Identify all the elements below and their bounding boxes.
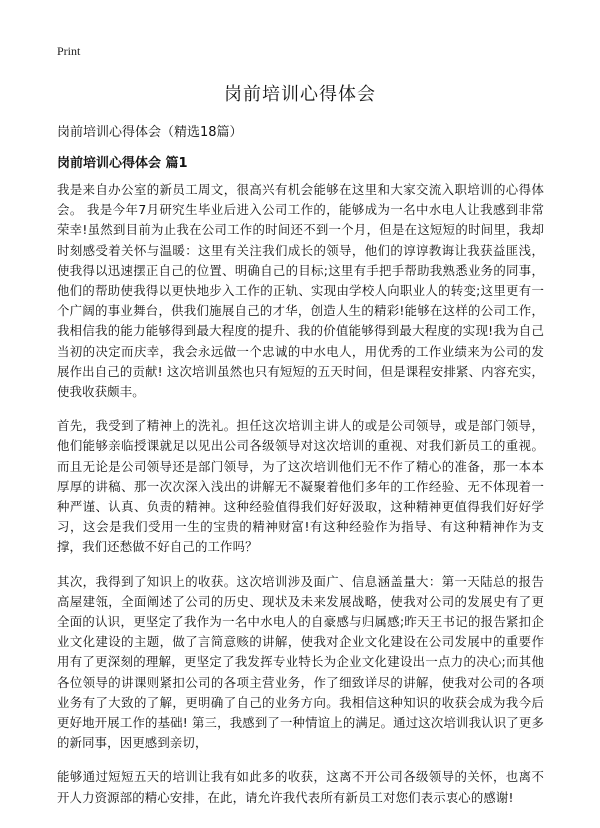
page-title: 岗前培训心得体会 [224,84,376,105]
print-link[interactable]: Print [57,44,81,58]
paragraph-4: 能够通过短短五天的培训让我有如此多的收获，这离不开公司各级领导的关怀，也离不开人力资源部的精心安排，在此，请允许我代表所有新员工对您们表示衷心的感谢! [57,769,544,805]
section-heading: 岗前培训心得体会 篇1 [57,156,188,171]
article-body [57,180,544,822]
paragraph-1: 我是来自办公室的新员工周文，很高兴有机会能够在这里和大家交流入职培训的心得体会。 我是今年7月研究生毕业后进入公司工作的，能够成为一名中水电人让我感到非常荣幸!虽然到目前为止我在公司工作的时间还不到一个月，但是在这短短的时间里，我却时刻感受着关怀与温暖：这里有关注我们成长的领导，他们的谆谆教诲让我获益匪浅，使我得以迅速摆正自己的位置、明确自己的目标;这里有手把手帮助我熟悉业务的同事，他们的帮助使我得以更快地步入工作的正轨、实现由学校人向职业人的转变;这里更有一个广阔的事业舞台，供我们施展自己的才华，创造人生的精彩!能够在这样的公司工作，我相信我的能力能够得到最大程度的提升、我的价值能够得到最大程度的实现!我为自己当初的决定而庆幸，我会永远做一个忠诚的中水电人，用优秀的工作业绩来为公司的发展作出自己的贡献! 这次培训虽然也只有短短的五天时间，但是课程安排紧、内容充实，使我收获颇丰。 [57,182,544,400]
paragraph-3: 其次，我得到了知识上的收获。这次培训涉及面广、信息涵盖量大：第一天陆总的报告高屋建瓴，全面阐述了公司的历史、现状及未来发展战略，使我对公司的发展史有了更全面的认识，更坚定了我作为一名中水电人的自豪感与归属感;昨天王书记的报告紧扣企业文化建设的主题，做了言简意赅的讲解，使我对企业文化建设在公司发展中的重要作用有了更深刻的理解，更坚定了我发挥专业特长为企业文化建设出一点力的决心;而其他各位领导的讲课则紧扣公司的各项主营业务，作了细致详尽的讲解，使我对公司的各项业务有了大致的了解，更明确了自己的业务方向。我相信这种知识的收获会成为我今后更好地开展工作的基础! 第三，我感到了一种情谊上的满足。通过这次培训我认识了更多的新同事，因更感到亲切， [57,573,544,751]
document-subtitle: 岗前培训心得体会（精选18篇） [57,125,243,140]
paragraph-2: 首先，我受到了精神上的洗礼。担任这次培训主讲人的或是公司领导，或是部门领导，他们能够亲临授课就足以见出公司各级领导对这次培训的重视、对我们新员工的重视。而且无论是公司领导还是部门领导，为了这次培训他们无不作了精心的准备，那一本本厚厚的讲稿、那一次次深入浅出的讲解无不凝聚着他们多年的工作经验、无不体现着一种严谨、认真、负责的精神。这种经验值得我们好好汲取，这种精神更值得我们好好学习，这会是我们受用一生的宝贵的精神财富!有这种经验作为指导、有这种精神作为支撑，我们还愁做不好自己的工作吗？ [57,418,544,555]
